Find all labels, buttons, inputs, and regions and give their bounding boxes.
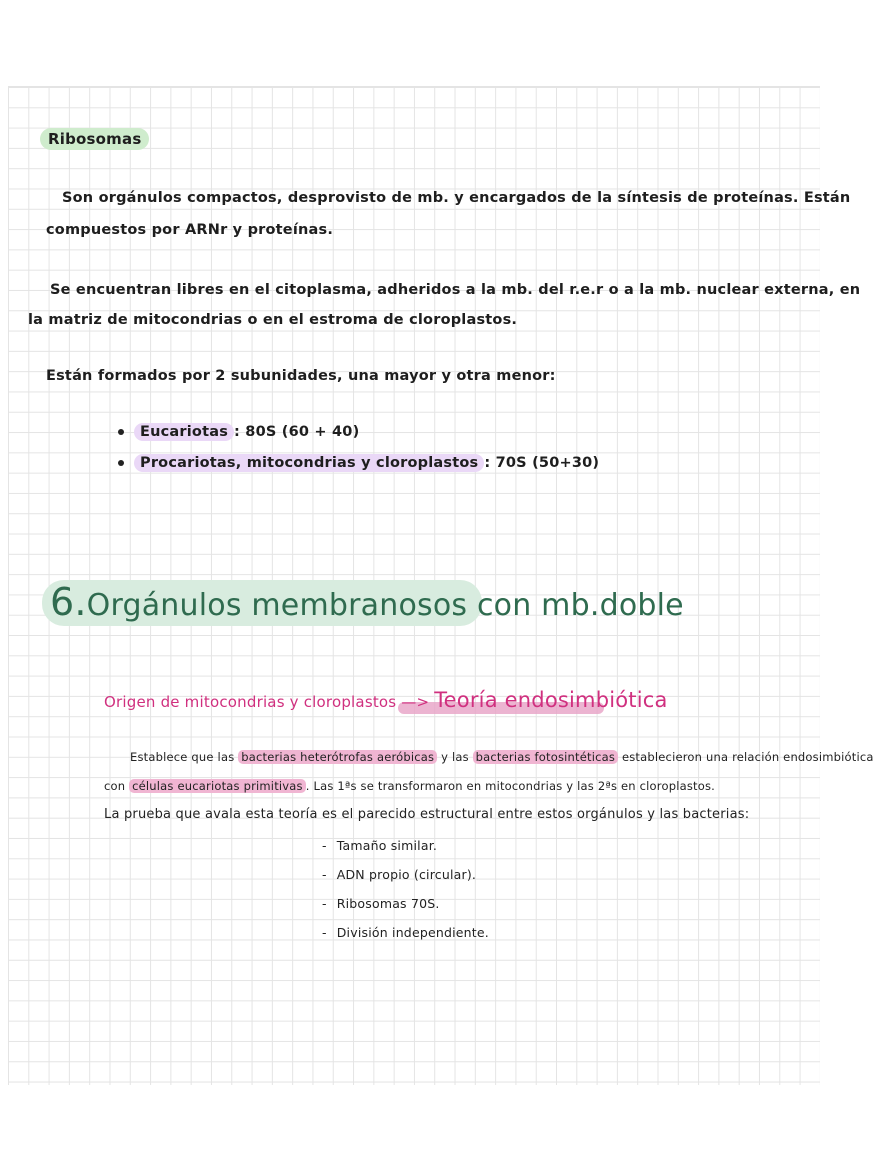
evidence-item-4-text: División independiente. [336, 925, 489, 940]
evidence-item-3 [322, 896, 440, 911]
dash-icon: - [322, 838, 327, 853]
origin-line2-a: con [104, 779, 126, 793]
dash-icon: - [322, 896, 327, 911]
origin-prefix: Origen de mitocondrias y cloroplastos —> [104, 693, 430, 711]
ribosomes-p1-line2: compuestos por ARNr y proteínas. [46, 222, 334, 238]
evidence-item-1 [322, 838, 437, 853]
ribosomes-title-text: Ribosomas [40, 128, 149, 150]
bullet-eukaryotes-value: : 80S (60 + 40) [234, 424, 360, 440]
proof-line: La prueba que avala esta teoría es el parecido estructural entre estos orgánulos y las bacterias: [104, 807, 750, 822]
evidence-item-1-text: Tamaño similar. [336, 838, 438, 853]
origin-heading [104, 688, 668, 712]
origin-line2 [104, 779, 715, 793]
bullet-prokaryotes-label: Procariotas, mitocondrias y cloroplastos [134, 454, 484, 472]
ribosomes-p3: Están formados por 2 subunidades, una mayor y otra menor: [46, 368, 556, 384]
highlight-heterotrophic-bacteria: bacterias heterótrofas aeróbicas [238, 750, 437, 764]
dash-icon: - [322, 925, 327, 940]
origin-line1-c: establecieron una relación endosimbiótica [621, 750, 874, 764]
bullet-prokaryotes-value: : 70S (50+30) [484, 455, 600, 471]
ribosomes-p2-line1: Se encuentran libres en el citoplasma, adheridos a la mb. del r.e.r o a la mb. nuclear externa, en [50, 282, 861, 298]
evidence-item-2 [322, 867, 476, 882]
bullet-eukaryotes [118, 424, 359, 440]
origin-line1 [130, 750, 874, 764]
bullet-dot-icon [118, 460, 124, 466]
highlight-eukaryotic-cells: células eucariotas primitivas [129, 779, 306, 793]
evidence-item-2-text: ADN propio (circular). [336, 867, 477, 882]
bullet-dot-icon [118, 429, 124, 435]
highlight-photosynthetic-bacteria: bacterias fotosintéticas [473, 750, 618, 764]
evidence-item-4 [322, 925, 489, 940]
origin-line1-b: y las [441, 750, 469, 764]
bullet-eukaryotes-label: Eucariotas [134, 423, 234, 441]
bullet-prokaryotes [118, 455, 599, 471]
origin-line1-a: Establece que las [130, 750, 235, 764]
ribosomes-title [40, 128, 149, 150]
section-6-number: 6. [50, 580, 87, 624]
ribosomes-p2-line2: la matriz de mitocondrias o en el estroma de cloroplastos. [28, 312, 518, 328]
section-6-heading [50, 580, 684, 624]
origin-line2-b: . Las 1ªs se transformaron en mitocondrias y las 2ªs en cloroplastos. [305, 779, 716, 793]
ribosomes-p1-line1: Son orgánulos compactos, desprovisto de mb. y encargados de la síntesis de proteínas. Están [62, 190, 851, 206]
evidence-item-3-text: Ribosomas 70S. [336, 896, 440, 911]
dash-icon: - [322, 867, 327, 882]
theory-title: Teoría endosimbiótica [434, 688, 668, 712]
section-6-title: Orgánulos membranosos con mb.doble [86, 588, 684, 623]
